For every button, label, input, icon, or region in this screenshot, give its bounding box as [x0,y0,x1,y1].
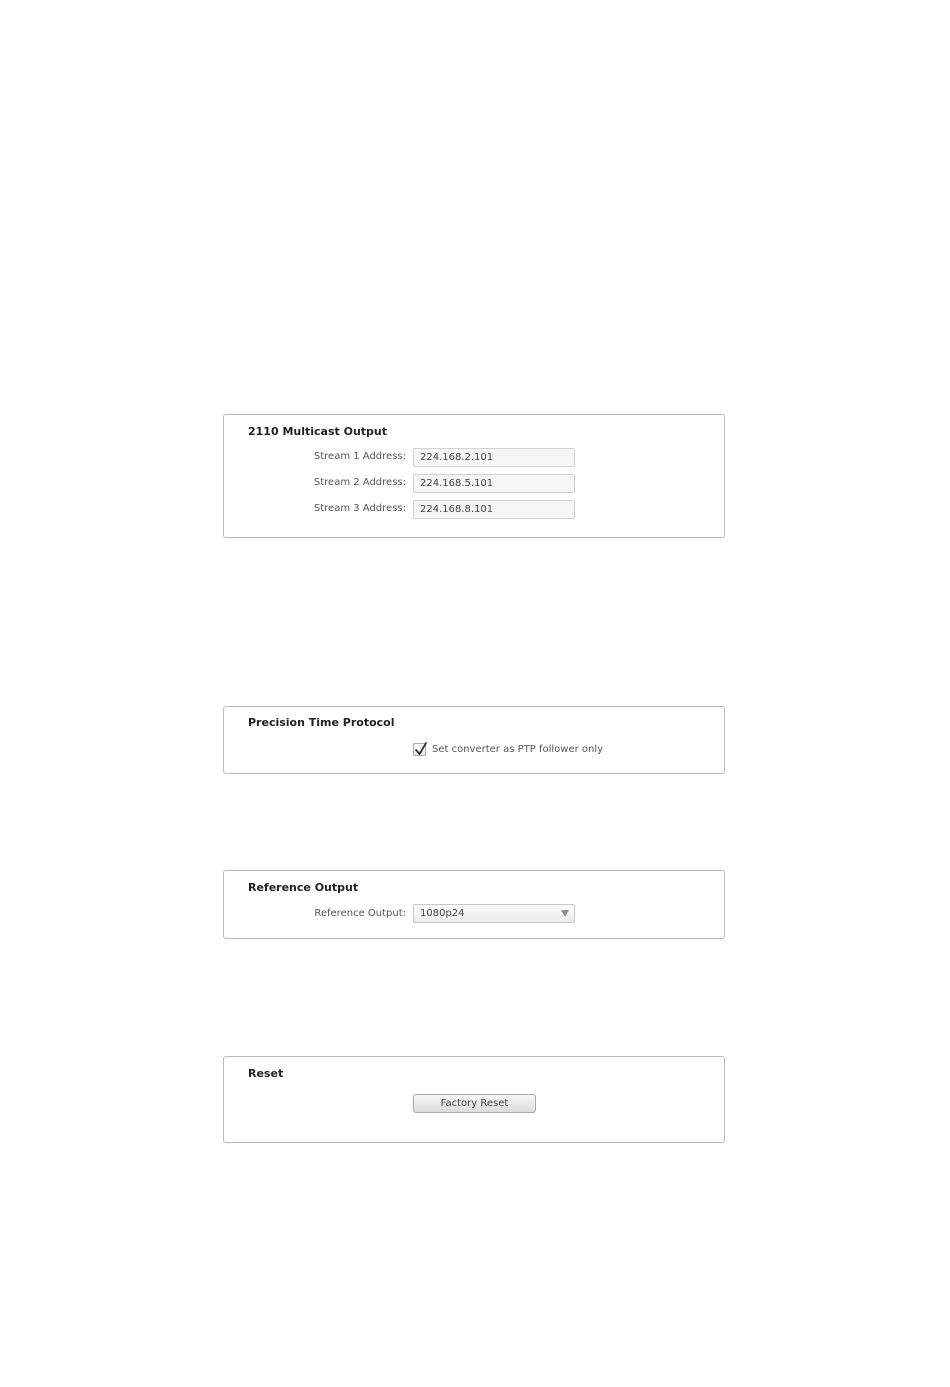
reference-output-select[interactable] [413,904,575,923]
checkmark-icon [414,741,428,757]
stream-2-address-label: Stream 2 Address: [313,477,406,488]
multicast-output-title: 2110 Multicast Output [248,425,388,438]
reference-output-value: 1080p24 [420,908,465,919]
ptp-title: Precision Time Protocol [248,716,395,729]
stream-3-address-label: Stream 3 Address: [313,503,406,514]
reference-output-label: Reference Output: [314,908,406,919]
multicast-output-panel [223,414,725,538]
reference-output-title: Reference Output [248,881,359,894]
stream-1-address-field[interactable]: 224.168.2.101 [413,448,575,467]
stream-3-address-field[interactable]: 224.168.8.101 [413,500,575,519]
reset-title: Reset [248,1067,284,1080]
ptp-follower-checkbox[interactable] [413,743,426,756]
reference-output-panel [223,870,725,939]
dropdown-arrow-icon [561,910,569,917]
stream-1-address-label: Stream 1 Address: [313,451,406,462]
reset-panel [223,1056,725,1143]
factory-reset-button[interactable]: Factory Reset [413,1094,536,1113]
ptp-follower-label: Set converter as PTP follower only [432,743,604,755]
stream-2-address-field[interactable]: 224.168.5.101 [413,474,575,493]
ptp-follower-option[interactable] [413,741,603,757]
ptp-panel [223,706,725,774]
